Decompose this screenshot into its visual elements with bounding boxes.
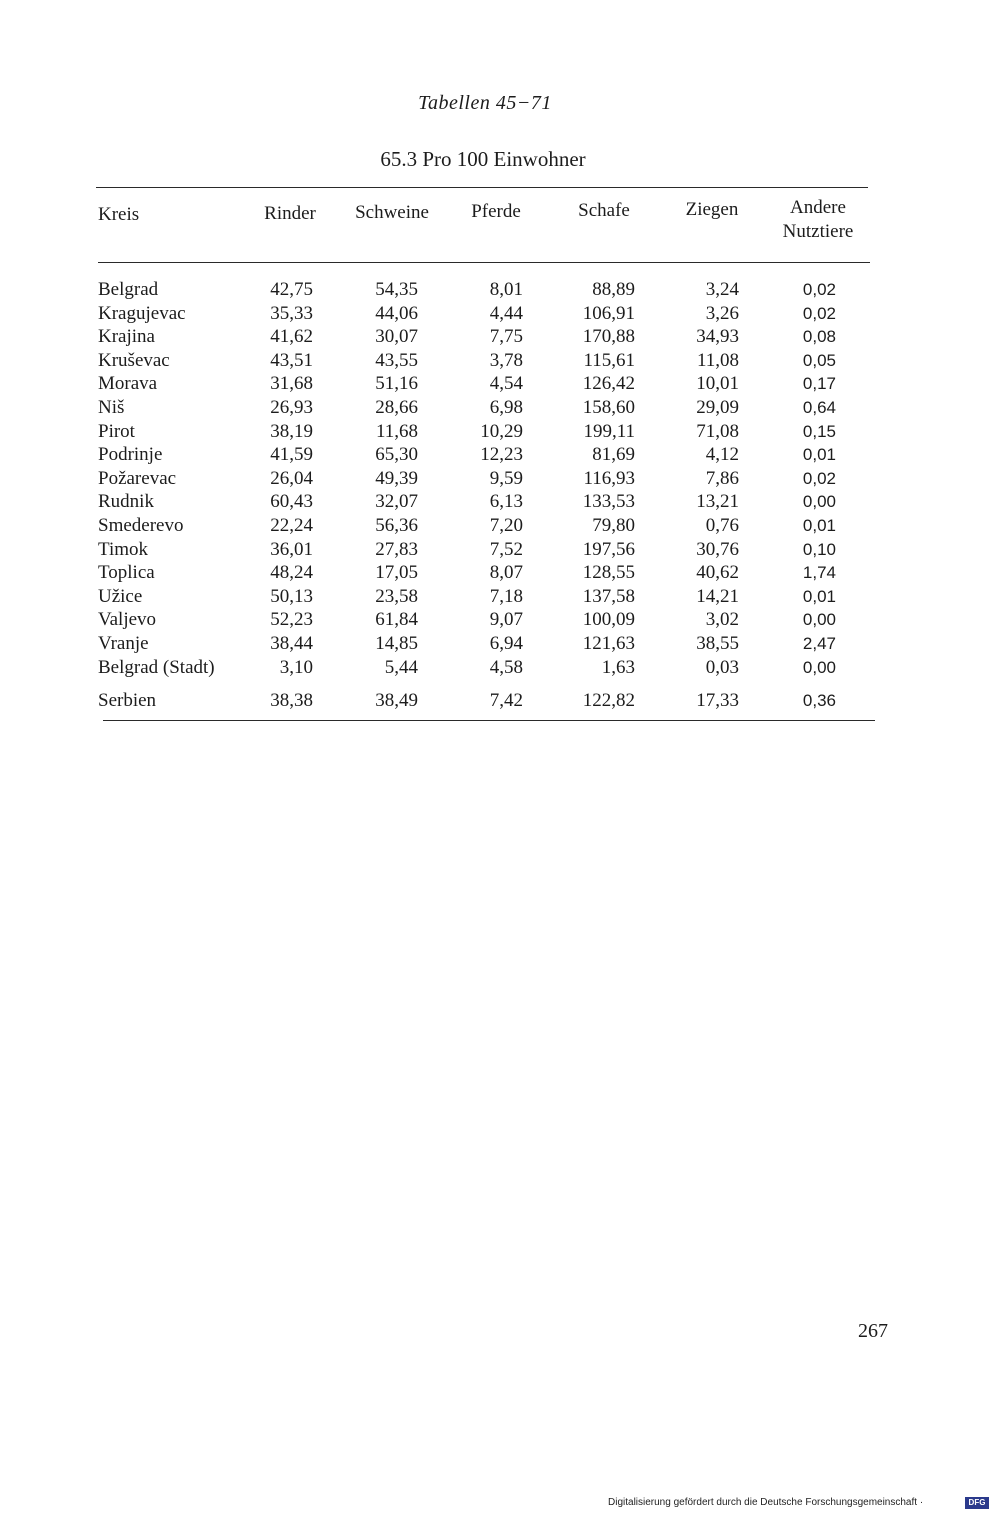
cell-andere: 0,02 — [802, 280, 836, 299]
digitization-note: Digitalisierung gefördert durch die Deutsche Forschungsgemeinschaft · — [608, 1497, 924, 1508]
cell-ziegen: 3,26 — [705, 302, 739, 324]
cell-schweine: 49,39 — [375, 467, 418, 489]
cell-andere: 2,47 — [802, 633, 836, 653]
cell-rinder: 36,01 — [270, 538, 313, 560]
cell-rinder: 50,13 — [270, 585, 313, 607]
cell-ziegen: 40,62 — [696, 562, 739, 584]
table-top-rule — [96, 187, 868, 188]
table-row — [98, 467, 888, 491]
table-row — [98, 372, 888, 396]
cell-schafe: 1,63 — [601, 656, 635, 678]
header-andere-nutztiere — [768, 196, 868, 244]
cell-pferde: 7,18 — [489, 585, 523, 607]
header-schweine: Schweine — [355, 202, 429, 223]
cell-schafe: 128,55 — [582, 562, 635, 584]
cell-andere: 0,01 — [802, 586, 836, 606]
cell-pferde: 3,78 — [489, 349, 523, 371]
kreis-name: Smederevo — [98, 514, 184, 536]
cell-rinder: 26,93 — [270, 396, 313, 418]
cell-ziegen: 0,76 — [705, 514, 739, 536]
cell-schafe: 122,82 — [582, 690, 635, 712]
cell-andere: 0,01 — [802, 515, 836, 535]
kreis-name: Kragujevac — [98, 302, 186, 324]
cell-ziegen: 4,12 — [705, 444, 739, 466]
table-bottom-rule — [103, 720, 875, 721]
cell-pferde: 12,23 — [480, 444, 523, 466]
cell-ziegen: 71,08 — [696, 420, 739, 442]
kreis-name: Kruševac — [98, 349, 170, 371]
cell-rinder: 52,23 — [270, 609, 313, 631]
cell-andere: 0,10 — [802, 539, 836, 559]
cell-pferde: 4,44 — [489, 302, 523, 324]
table-row — [98, 585, 888, 609]
cell-schweine: 51,16 — [375, 373, 418, 395]
cell-rinder: 38,38 — [270, 690, 313, 712]
cell-pferde: 8,07 — [489, 562, 523, 584]
kreis-name: Vranje — [98, 632, 149, 654]
table-row — [98, 538, 888, 562]
cell-rinder: 22,24 — [270, 514, 313, 536]
cell-rinder: 31,68 — [270, 373, 313, 395]
table-row — [98, 396, 888, 420]
kreis-name: Niš — [98, 396, 125, 418]
cell-andere: 0,02 — [802, 468, 836, 488]
cell-ziegen: 10,01 — [696, 373, 739, 395]
kreis-name: Belgrad (Stadt) — [98, 656, 215, 678]
cell-andere: 0,17 — [802, 374, 836, 394]
cell-schweine: 61,84 — [375, 609, 418, 631]
cell-schweine: 11,68 — [375, 420, 418, 442]
cell-ziegen: 30,76 — [696, 538, 739, 560]
kreis-name: Serbien — [98, 690, 157, 712]
cell-andere: 0,00 — [802, 610, 836, 630]
cell-rinder: 38,44 — [270, 632, 313, 654]
cell-ziegen: 17,33 — [696, 690, 739, 712]
cell-pferde: 9,07 — [489, 609, 523, 631]
table-title: 65.3 Pro 100 Einwohner — [380, 147, 586, 171]
cell-ziegen: 0,03 — [705, 656, 739, 678]
cell-schweine: 28,66 — [375, 396, 418, 418]
cell-ziegen: 14,21 — [696, 585, 739, 607]
cell-ziegen: 13,21 — [696, 491, 739, 513]
cell-pferde: 6,13 — [489, 491, 523, 513]
cell-pferde: 7,42 — [489, 690, 523, 712]
cell-rinder: 26,04 — [270, 467, 313, 489]
cell-schweine: 23,58 — [375, 585, 418, 607]
table-row — [98, 490, 888, 514]
cell-pferde: 6,98 — [489, 396, 523, 418]
cell-schafe: 133,53 — [582, 491, 635, 513]
cell-ziegen: 29,09 — [696, 396, 739, 418]
cell-schweine: 56,36 — [375, 514, 418, 536]
kreis-name: Morava — [98, 373, 158, 395]
cell-pferde: 8,01 — [489, 279, 523, 300]
cell-ziegen: 34,93 — [696, 326, 739, 348]
kreis-name: Podrinje — [98, 444, 163, 466]
table-total-row — [98, 689, 888, 713]
table-row — [98, 608, 888, 632]
cell-andere: 0,08 — [802, 327, 836, 347]
cell-ziegen: 38,55 — [696, 632, 739, 654]
kreis-name: Užice — [98, 585, 143, 607]
running-head: Tabellen 45−71 — [418, 92, 552, 114]
kreis-name: Belgrad — [98, 279, 159, 300]
cell-schweine: 32,07 — [375, 491, 418, 513]
cell-andere: 0,15 — [802, 421, 836, 441]
page-number: 267 — [858, 1320, 888, 1342]
cell-schweine: 43,55 — [375, 349, 418, 371]
header-kreis: Kreis — [98, 204, 140, 225]
cell-schafe: 79,80 — [592, 514, 635, 536]
cell-pferde: 7,52 — [489, 538, 523, 560]
cell-andere: 1,74 — [802, 563, 836, 583]
cell-rinder: 42,75 — [270, 279, 313, 300]
cell-rinder: 43,51 — [270, 349, 313, 371]
table-row — [98, 325, 888, 349]
cell-pferde: 10,29 — [480, 420, 523, 442]
table-row — [98, 656, 888, 680]
kreis-name: Valjevo — [98, 609, 157, 631]
cell-rinder: 41,62 — [270, 326, 313, 348]
cell-schweine: 38,49 — [375, 690, 418, 712]
cell-schafe: 116,93 — [583, 467, 635, 489]
cell-rinder: 3,10 — [279, 656, 313, 678]
cell-rinder: 48,24 — [270, 562, 313, 584]
cell-schafe: 199,11 — [583, 420, 635, 442]
cell-ziegen: 3,24 — [705, 279, 739, 300]
table-row — [98, 349, 888, 373]
cell-schweine: 14,85 — [375, 632, 418, 654]
cell-schweine: 27,83 — [375, 538, 418, 560]
table-body — [98, 278, 888, 713]
cell-pferde: 4,58 — [489, 656, 523, 678]
cell-andere: 0,01 — [802, 445, 836, 465]
cell-pferde: 7,75 — [489, 326, 523, 348]
cell-schafe: 137,58 — [582, 585, 635, 607]
cell-rinder: 38,19 — [270, 420, 313, 442]
cell-schweine: 30,07 — [375, 326, 418, 348]
cell-rinder: 60,43 — [270, 491, 313, 513]
kreis-name: Pirot — [98, 420, 135, 442]
cell-schweine: 65,30 — [375, 444, 418, 466]
cell-schafe: 115,61 — [583, 349, 635, 371]
kreis-name: Krajina — [98, 326, 155, 348]
cell-schafe: 106,91 — [582, 302, 635, 324]
cell-pferde: 6,94 — [489, 632, 523, 654]
kreis-name: Toplica — [98, 562, 155, 584]
cell-schweine: 44,06 — [375, 302, 418, 324]
cell-schafe: 88,89 — [592, 279, 635, 300]
cell-andere: 0,64 — [802, 397, 836, 417]
header-ziegen: Ziegen — [685, 199, 739, 220]
table-row — [98, 302, 888, 326]
header-bottom-rule — [98, 262, 870, 263]
cell-schafe: 81,69 — [592, 444, 635, 466]
table-row — [98, 561, 888, 585]
header-andere-line1: Andere — [790, 197, 846, 218]
header-andere-line2: Nutztiere — [782, 221, 854, 242]
cell-andere: 0,02 — [802, 303, 836, 323]
cell-schweine: 17,05 — [375, 562, 418, 584]
table-row — [98, 420, 888, 444]
cell-andere: 0,00 — [802, 657, 836, 677]
cell-schafe: 126,42 — [582, 373, 635, 395]
cell-rinder: 35,33 — [270, 302, 313, 324]
cell-schafe: 121,63 — [582, 632, 635, 654]
table-row — [98, 443, 888, 467]
kreis-name: Požarevac — [98, 467, 177, 489]
cell-schafe: 158,60 — [582, 396, 635, 418]
kreis-name: Rudnik — [98, 491, 154, 513]
cell-pferde: 4,54 — [489, 373, 523, 395]
cell-andere: 0,36 — [802, 691, 836, 711]
dfg-logo-icon: DFG — [965, 1497, 989, 1509]
table-row — [98, 514, 888, 538]
cell-ziegen: 3,02 — [705, 609, 739, 631]
table-row — [98, 632, 888, 656]
header-rinder: Rinder — [264, 203, 316, 224]
cell-pferde: 7,20 — [489, 514, 523, 536]
header-pferde: Pferde — [471, 201, 521, 222]
kreis-name: Timok — [98, 538, 148, 560]
cell-andere: 0,05 — [802, 350, 836, 370]
cell-ziegen: 7,86 — [705, 467, 739, 489]
cell-schafe: 197,56 — [582, 538, 635, 560]
cell-pferde: 9,59 — [489, 467, 523, 489]
cell-andere: 0,00 — [802, 492, 836, 512]
cell-rinder: 41,59 — [270, 444, 313, 466]
cell-schafe: 100,09 — [582, 609, 635, 631]
cell-schweine: 5,44 — [384, 656, 418, 678]
cell-schweine: 54,35 — [375, 279, 418, 300]
header-schafe: Schafe — [578, 200, 630, 221]
cell-schafe: 170,88 — [582, 326, 635, 348]
table-row — [98, 278, 888, 302]
cell-ziegen: 11,08 — [696, 349, 739, 371]
